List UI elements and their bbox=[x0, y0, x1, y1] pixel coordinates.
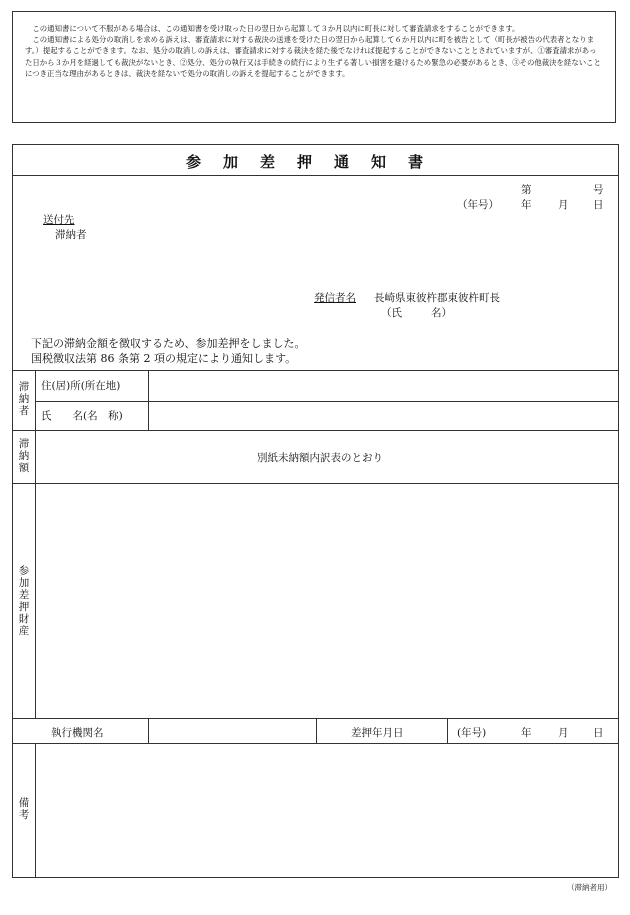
appeal-notice-paragraph-1: この通知書について不服がある場合は、この通知書を受け取った日の翌日から起算して３か月以内に町長に対して審査請求をすることができます。 bbox=[32, 24, 520, 33]
form-title: 参加差押通知書 bbox=[185, 153, 445, 171]
title-divider bbox=[13, 175, 618, 176]
label-column-line-remarks bbox=[35, 743, 36, 877]
date-day-label: 日 bbox=[593, 199, 604, 211]
property-vertical-label: 参加差押財産 bbox=[18, 565, 30, 637]
field-label-column-line bbox=[148, 370, 149, 430]
remarks-vertical-label: 備考 bbox=[18, 797, 30, 821]
sender-shi: （氏 bbox=[381, 307, 402, 319]
seizure-date-label-column-line bbox=[316, 718, 317, 743]
name-field-label: 氏 名(名 称) bbox=[41, 410, 123, 422]
sender-mei: 名） bbox=[431, 307, 452, 319]
label-column-line-upper bbox=[35, 370, 36, 483]
amount-value: 別紙未納額内訳表のとおり bbox=[257, 452, 383, 464]
number-dai-label: 第 bbox=[521, 184, 532, 196]
sender-name: 長崎県東彼杵郡東彼杵町長 bbox=[374, 292, 500, 304]
seizure-date-day: 日 bbox=[593, 727, 604, 739]
seizure-date-month: 月 bbox=[558, 727, 569, 739]
taxpayer-vertical-label: 滞納者 bbox=[18, 381, 30, 417]
taxpayer-row-divider bbox=[35, 401, 618, 402]
address-field-label: 住(居)所(所在地) bbox=[41, 380, 121, 392]
table-top-line bbox=[13, 370, 618, 371]
appeal-notice-box bbox=[12, 11, 616, 123]
copy-for-taxpayer-note: （滞納者用） bbox=[567, 883, 612, 892]
addressee-sub-label: 滞納者 bbox=[55, 229, 87, 241]
addressee-label: 送付先 bbox=[43, 214, 75, 226]
label-column-line-property bbox=[35, 483, 36, 718]
agency-value-column-line bbox=[148, 718, 149, 743]
date-year-label: 年 bbox=[521, 199, 532, 211]
body-text-line-2: 国税徴収法第 86 条第 2 項の規定により通知します。 bbox=[31, 352, 297, 365]
number-go-label: 号 bbox=[593, 184, 604, 196]
amount-vertical-label: 滞納額 bbox=[18, 438, 30, 474]
seizure-date-value-column-line bbox=[447, 718, 448, 743]
date-era-label: （年号） bbox=[457, 199, 499, 211]
remarks-row-top-line bbox=[13, 743, 618, 744]
amount-row-top-line bbox=[13, 430, 618, 431]
agency-label: 執行機関名 bbox=[51, 727, 104, 739]
seizure-date-year: 年 bbox=[521, 727, 532, 739]
appeal-notice-paragraph-2: この通知書による処分の取消しを求める訴えは、審査請求に対する裁決の送達を受けた日の翌日から起算して６か月以内に町を被告として（町長が被告の代表者となります。）提起することができます。なお、処分の取消しの訴えは、審査請求に対する裁決を経た後でなければ提起することができないこととされていますが、①審査請求があった日から３か月を経過しても裁決がないとき、②処分、処分の執行又は手続きの続行により生ずる著しい損害を避けるため緊急の必要があるとき、③その他裁決を経ないことにつき正当な理由があるときは、裁決を経ないで処分の取消しの訴えを提起することができます。 bbox=[25, 35, 601, 78]
sender-label: 発信者名 bbox=[314, 292, 356, 304]
seizure-date-label: 差押年月日 bbox=[351, 727, 404, 739]
seizure-date-era: (年号) bbox=[457, 727, 487, 739]
body-text-line-1: 下記の滞納金額を徴収するため、参加差押をしました。 bbox=[31, 337, 306, 350]
date-month-label: 月 bbox=[558, 199, 569, 211]
participation-seizure-form bbox=[12, 144, 619, 878]
property-row-top-line bbox=[13, 483, 618, 484]
